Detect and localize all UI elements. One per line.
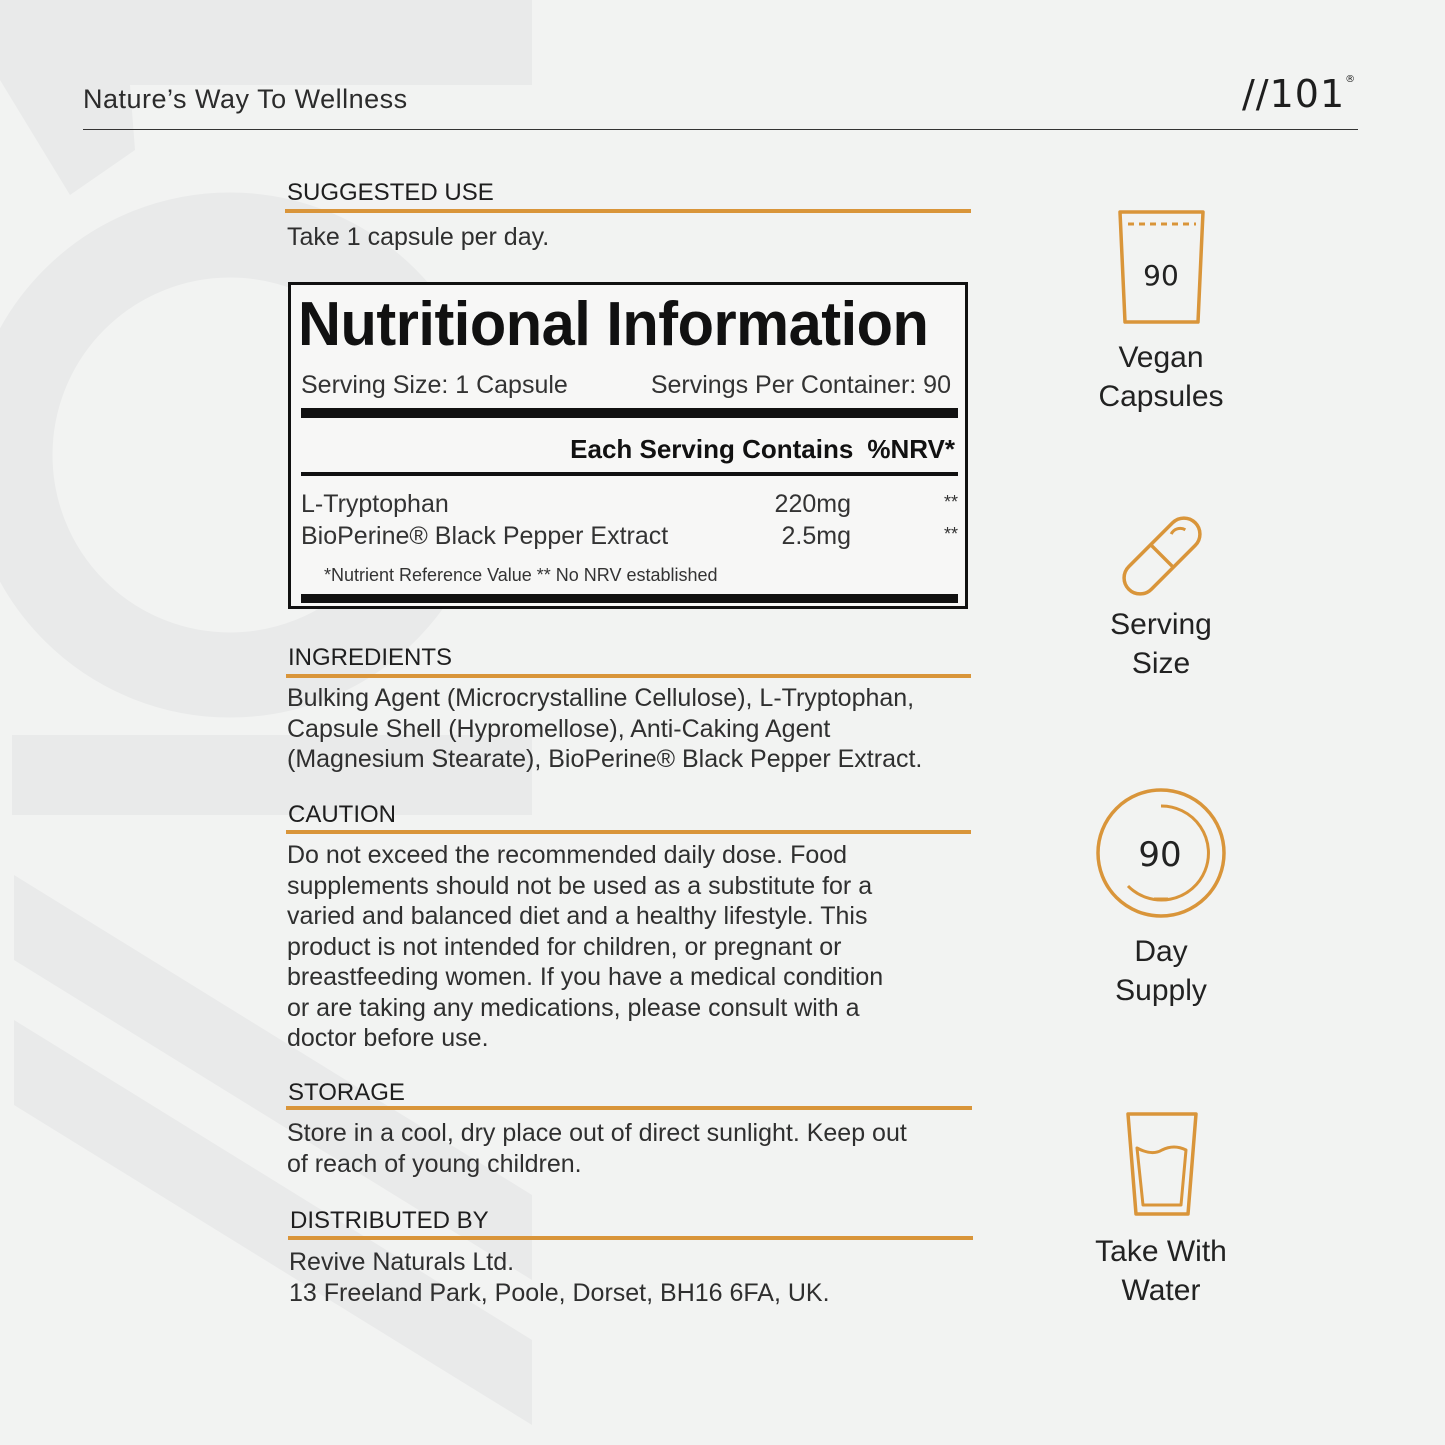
nutrient-nrv: ** — [943, 492, 958, 512]
feature-label-line: Supply — [1115, 974, 1207, 1007]
suggested-use-rule — [285, 209, 971, 213]
nutrition-bottom-rule — [301, 594, 958, 603]
day-count: 90 — [1138, 835, 1182, 875]
header-divider — [83, 129, 1358, 130]
registered-mark: ® — [1345, 74, 1357, 85]
suggested-use-text: Take 1 capsule per day. — [287, 223, 550, 251]
day-circle-icon — [1094, 786, 1228, 920]
nutrition-header-rule — [301, 472, 958, 476]
ingredients-rule — [286, 674, 971, 678]
nutrient-amount: 2.5mg — [781, 522, 851, 550]
nutrient-amount: 220mg — [774, 490, 851, 518]
pouch-count: 90 — [1143, 259, 1179, 292]
feature-label-line: Vegan — [1118, 341, 1204, 374]
capsule-icon — [1118, 515, 1206, 597]
each-serving-header: Each Serving Contains — [570, 434, 854, 464]
distributed-by-heading: DISTRIBUTED BY — [290, 1207, 489, 1234]
nutrient-name: L-Tryptophan — [301, 490, 449, 518]
caution-heading: CAUTION — [288, 801, 396, 828]
storage-heading: STORAGE — [288, 1079, 405, 1106]
feature-label-line: Capsules — [1098, 380, 1224, 413]
feature-day-supply — [1031, 932, 1291, 1010]
nutrient-row — [301, 490, 958, 520]
feature-vegan-capsules — [1031, 338, 1291, 416]
storage-rule — [286, 1106, 972, 1110]
feature-label-line: Take With — [1095, 1235, 1227, 1268]
nutrient-row — [301, 522, 958, 552]
nutrition-panel — [288, 282, 968, 609]
brand-logo-text: //101 — [1242, 72, 1346, 116]
ingredients-heading: INGREDIENTS — [288, 644, 453, 671]
nutrition-thick-rule — [301, 408, 958, 418]
ingredients-text: Bulking Agent (Microcrystalline Cellulose), L-Tryptophan, Capsule Shell (Hypromellose), Anti-Caking Agent (Magnesium Stearate), BioPerine® Black Pepper Extract. — [287, 684, 923, 773]
feature-label-line: Day — [1134, 935, 1188, 968]
pouch-icon — [1110, 206, 1210, 328]
serving-size: Serving Size: 1 Capsule — [301, 371, 568, 399]
nutrient-name: BioPerine® Black Pepper Extract — [301, 522, 669, 550]
header-tagline: Nature’s Way To Wellness — [83, 84, 408, 114]
caution-text: Do not exceed the recommended daily dose. Food supplements should not be used as a substitute for a varied and balanced diet and a healthy lifestyle. This product is not intended for children, or pregnant or breastfeeding women. If you have a medical condition or are taking any medications, please consult with a doctor before use. — [287, 841, 884, 1052]
suggested-use-heading: SUGGESTED USE — [287, 179, 494, 206]
nrv-header: %NRV* — [867, 434, 955, 464]
brand-logo — [1242, 72, 1356, 116]
feature-serving-size — [1031, 605, 1291, 683]
feature-label-line: Serving — [1110, 608, 1212, 641]
distributor-address: Revive Naturals Ltd. 13 Freeland Park, Poole, Dorset, BH16 6FA, UK. — [289, 1248, 830, 1307]
storage-text: Store in a cool, dry place out of direct sunlight. Keep out of reach of young children. — [287, 1119, 907, 1178]
nutrition-footnote: *Nutrient Reference Value ** No NRV established — [324, 565, 718, 585]
caution-rule — [286, 830, 971, 834]
nutrient-nrv: ** — [943, 524, 958, 544]
feature-label-line: Size — [1131, 647, 1191, 680]
distributed-by-rule — [288, 1236, 973, 1240]
nutrition-title: Nutritional Information — [298, 290, 929, 359]
feature-label-line: Water — [1121, 1274, 1201, 1307]
feature-take-with-water — [1031, 1232, 1291, 1310]
nutrition-column-headers — [570, 434, 955, 465]
water-glass-icon — [1124, 1110, 1200, 1218]
servings-per-container: Servings Per Container: 90 — [650, 371, 951, 399]
